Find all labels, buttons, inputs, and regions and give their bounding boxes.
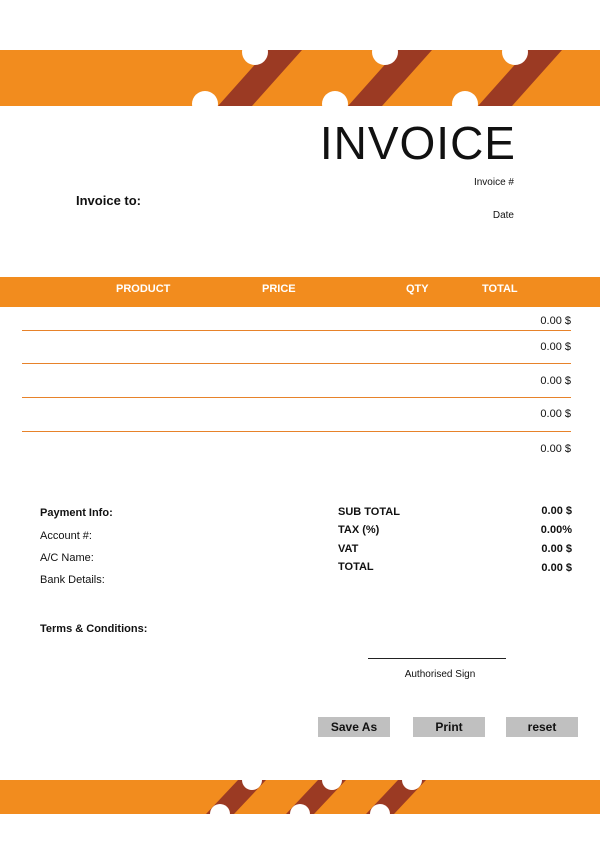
- reset-button[interactable]: reset: [506, 717, 578, 737]
- top-decorative-band: [0, 44, 600, 110]
- table-row[interactable]: [22, 432, 571, 466]
- row-total: 0.00 $: [540, 408, 571, 420]
- terms-conditions-label[interactable]: Terms & Conditions:: [40, 623, 148, 635]
- row-total: 0.00 $: [540, 315, 571, 327]
- account-name-label[interactable]: A/C Name:: [40, 552, 94, 564]
- payment-info-title: Payment Info:: [40, 507, 113, 519]
- column-total: TOTAL: [482, 283, 518, 295]
- row-total: 0.00 $: [540, 341, 571, 353]
- subtotal-label: SUB TOTAL: [338, 506, 400, 518]
- tax-value[interactable]: 0.00%: [540, 524, 572, 536]
- table-row[interactable]: [22, 331, 571, 365]
- vat-label: VAT: [338, 543, 359, 555]
- authorised-sign-label: Authorised Sign: [404, 669, 476, 680]
- table-row[interactable]: [22, 398, 571, 432]
- column-price: PRICE: [262, 283, 296, 295]
- print-button[interactable]: Print: [413, 717, 485, 737]
- column-qty: QTY: [406, 283, 429, 295]
- signature-line: [368, 658, 506, 659]
- total-value: 0.00 $: [541, 562, 572, 574]
- account-number-label[interactable]: Account #:: [40, 530, 92, 542]
- table-row[interactable]: [22, 364, 571, 398]
- invoice-number-label[interactable]: Invoice #: [473, 177, 514, 188]
- invoice-to-label: Invoice to:: [76, 193, 142, 208]
- bank-details-label[interactable]: Bank Details:: [40, 574, 105, 586]
- table-row[interactable]: [22, 307, 571, 331]
- items-table-header: [0, 277, 600, 307]
- total-label: TOTAL: [338, 561, 374, 573]
- subtotal-value: 0.00 $: [541, 505, 572, 517]
- save-as-button[interactable]: Save As: [318, 717, 390, 737]
- vat-value[interactable]: 0.00 $: [541, 543, 572, 555]
- date-label[interactable]: Date: [492, 210, 514, 221]
- column-product: PRODUCT: [116, 283, 171, 295]
- tax-label: TAX (%): [338, 524, 380, 536]
- row-total: 0.00 $: [540, 443, 571, 455]
- bottom-decorative-band: [0, 774, 600, 816]
- row-total: 0.00 $: [540, 375, 571, 387]
- page-title: INVOICE: [319, 117, 516, 169]
